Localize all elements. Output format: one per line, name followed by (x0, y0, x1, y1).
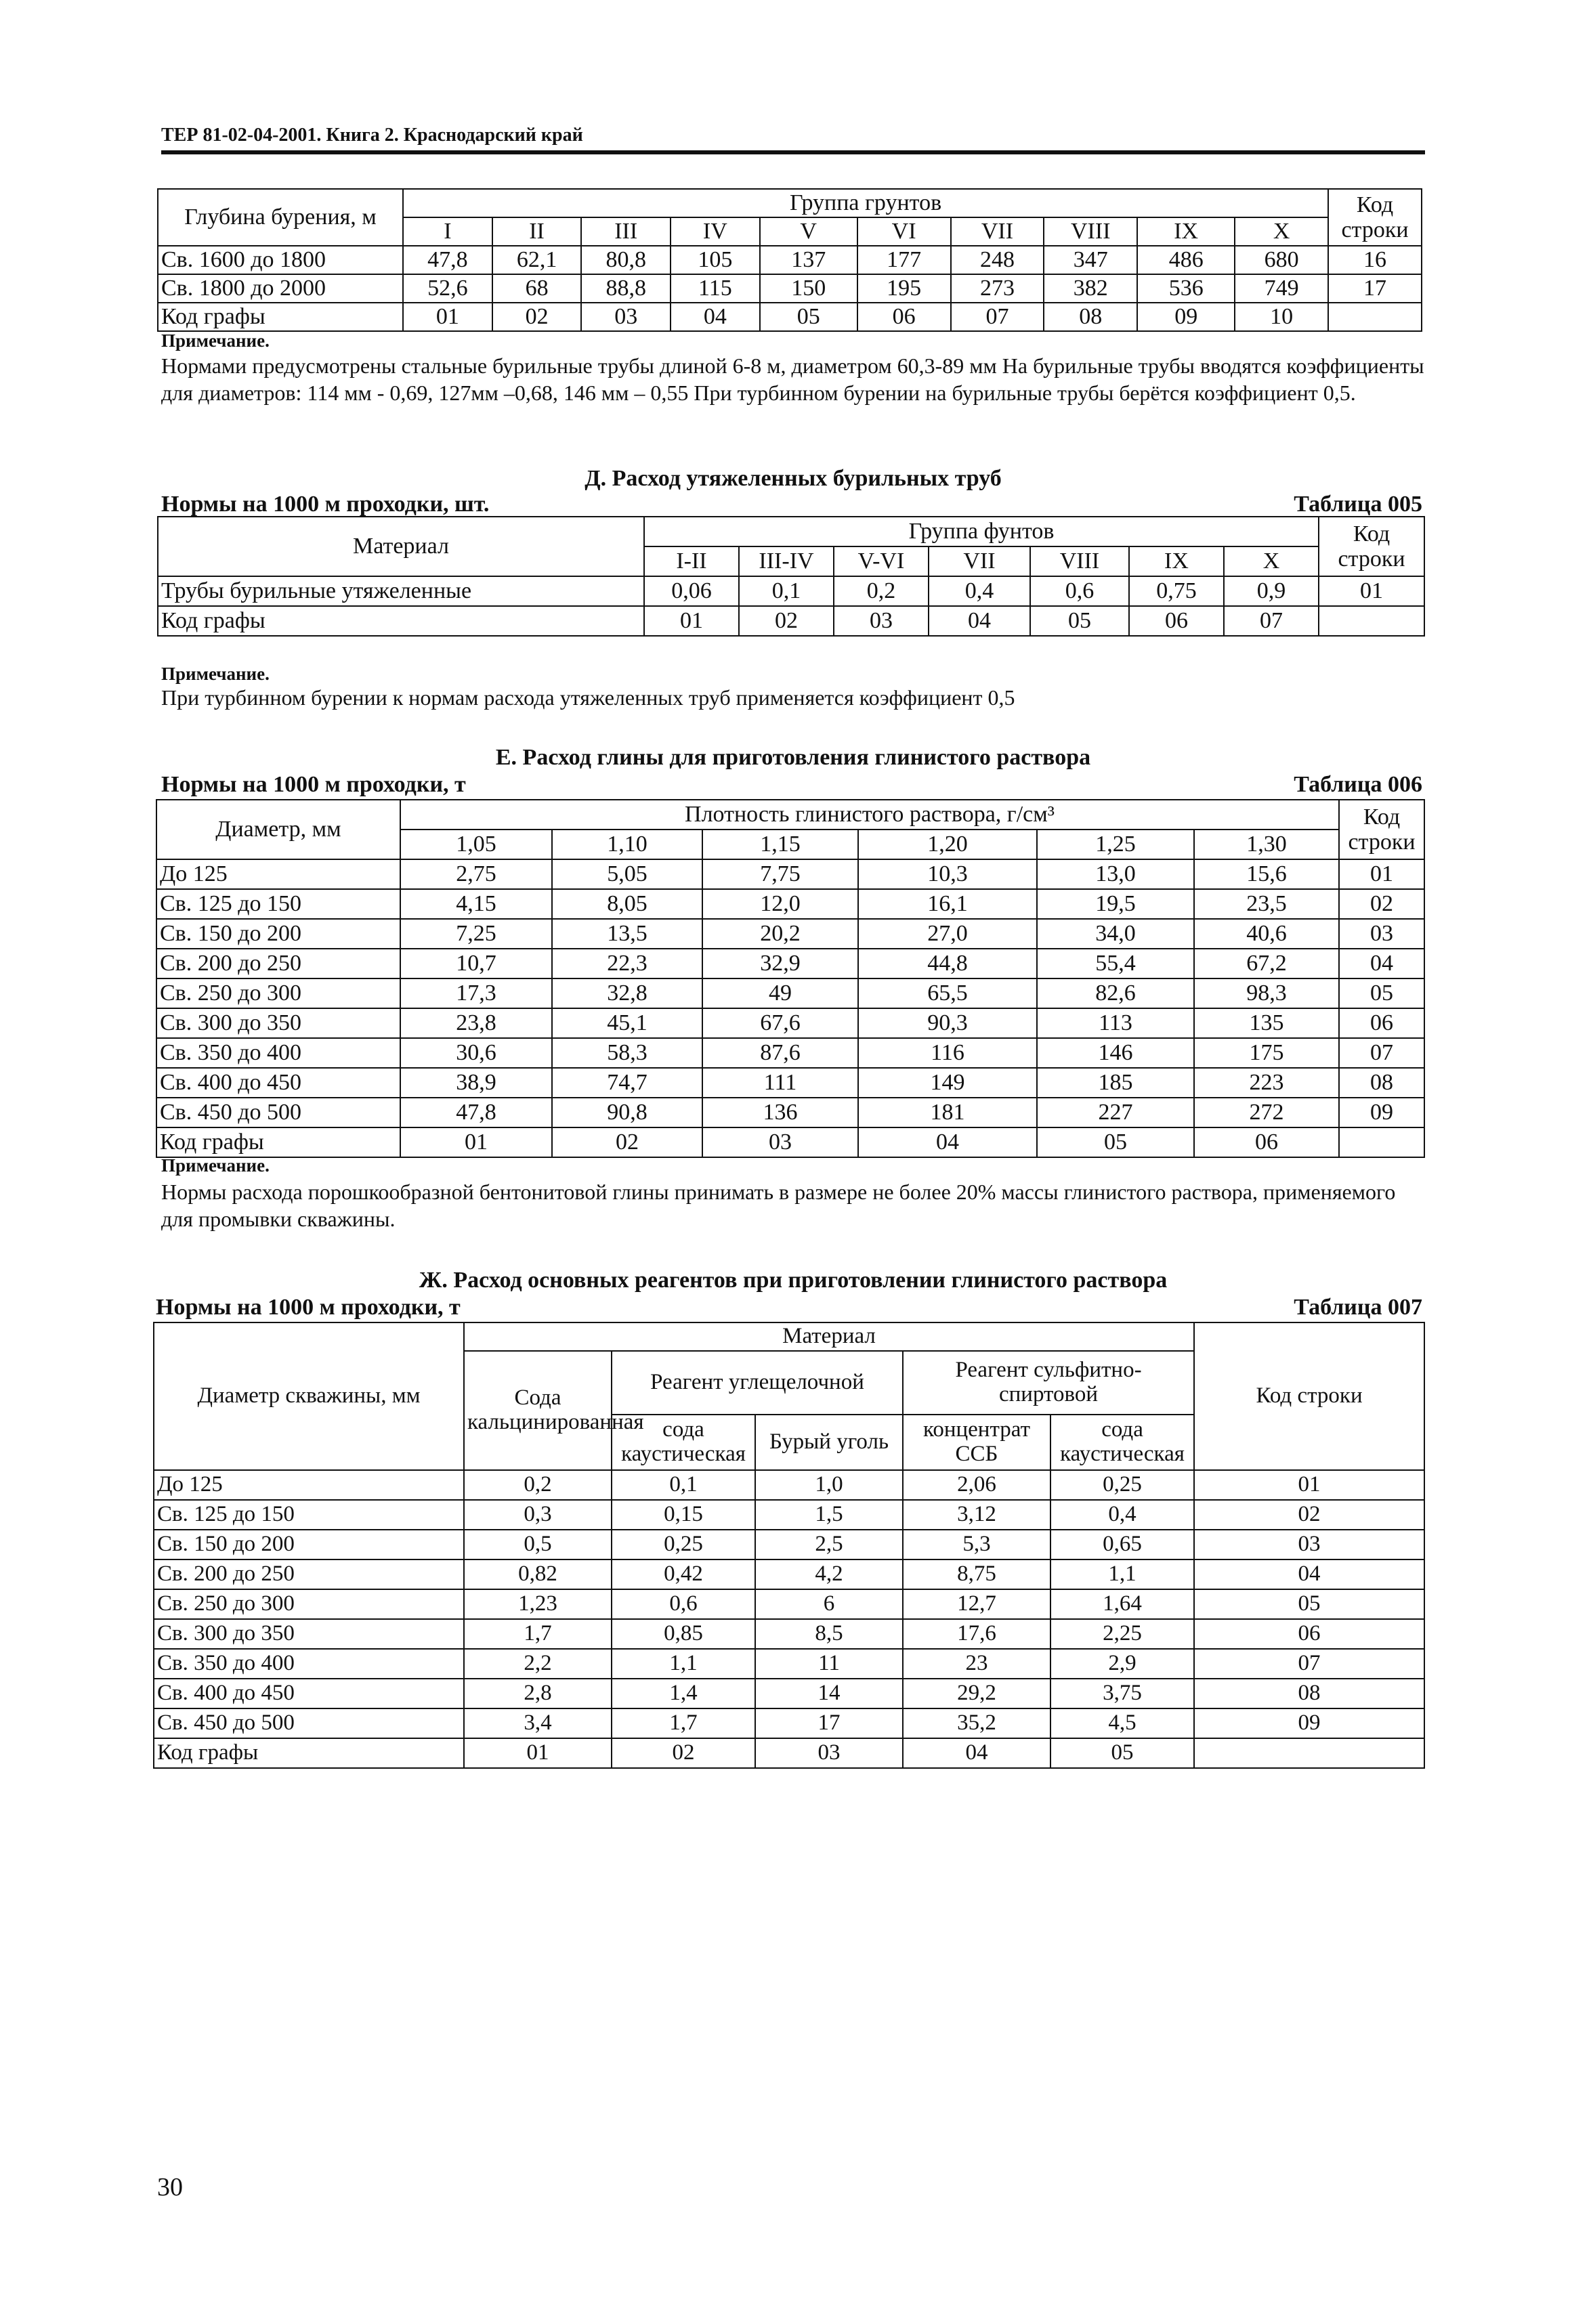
cell: 23,5 (1194, 889, 1339, 919)
cell: 0,1 (739, 576, 834, 606)
cell: 11 (755, 1649, 903, 1679)
column-code: 03 (581, 303, 671, 331)
cell: 27,0 (858, 919, 1037, 949)
column-code-row (158, 606, 1424, 636)
cell: 20,2 (702, 919, 858, 949)
cell: 67,6 (702, 1008, 858, 1038)
cell: 8,75 (903, 1559, 1050, 1589)
group-header: III (581, 217, 671, 246)
column-code: 08 (1044, 303, 1137, 331)
header-caustic-soda-2: сода каустическая (1050, 1415, 1194, 1470)
note-label: Примечание. (161, 1155, 270, 1176)
cell: 1,5 (755, 1500, 903, 1530)
cell: 55,4 (1037, 949, 1194, 978)
cell: 149 (858, 1068, 1037, 1098)
cell: 181 (858, 1098, 1037, 1127)
cell: 62,1 (492, 246, 582, 274)
group-header: IX (1129, 546, 1224, 576)
row-code: 02 (1194, 1500, 1424, 1530)
row-code: 05 (1194, 1589, 1424, 1619)
column-code: 09 (1137, 303, 1235, 331)
cell: 34,0 (1037, 919, 1194, 949)
cell: 0,2 (464, 1470, 612, 1500)
density-header: 1,10 (552, 830, 702, 859)
column-code: 06 (1194, 1127, 1339, 1157)
row-code: 07 (1339, 1038, 1424, 1068)
group-header: VII (951, 217, 1044, 246)
note-label: Примечание. (161, 330, 270, 351)
table-row (154, 1649, 1424, 1679)
cell: 74,7 (552, 1068, 702, 1098)
group-header: I-II (644, 546, 739, 576)
header-density: Плотность глинистого раствора, г/см³ (400, 800, 1339, 830)
cell: 248 (951, 246, 1044, 274)
column-code: 06 (1129, 606, 1224, 636)
cell: 0,25 (612, 1530, 755, 1559)
norms-caption: Нормы на 1000 м проходки, т (161, 772, 466, 797)
group-header: VIII (1044, 217, 1137, 246)
cell: 98,3 (1194, 978, 1339, 1008)
column-code: 01 (464, 1738, 612, 1768)
cell: 4,5 (1050, 1708, 1194, 1738)
column-code-label: Код графы (154, 1738, 464, 1768)
cell: 29,2 (903, 1679, 1050, 1708)
group-header: V (760, 217, 857, 246)
cell: 1,7 (464, 1619, 612, 1649)
group-header: X (1224, 546, 1319, 576)
row-code: 03 (1339, 919, 1424, 949)
column-code: 04 (858, 1127, 1037, 1157)
group-header: III-IV (739, 546, 834, 576)
row-label: До 125 (156, 859, 400, 889)
cell: 175 (1194, 1038, 1339, 1068)
table-row (156, 978, 1424, 1008)
cell: 32,8 (552, 978, 702, 1008)
column-code: 05 (760, 303, 857, 331)
cell: 47,8 (403, 246, 492, 274)
cell: 22,3 (552, 949, 702, 978)
cell: 272 (1194, 1098, 1339, 1127)
cell: 1,0 (755, 1470, 903, 1500)
table-row (154, 1500, 1424, 1530)
cell: 4,2 (755, 1559, 903, 1589)
row-label: Св. 1600 до 1800 (158, 246, 403, 274)
column-code-row (156, 1127, 1424, 1157)
row-label: Св. 250 до 300 (156, 978, 400, 1008)
cell: 0,2 (834, 576, 929, 606)
header-soda: Сода кальцинированная (464, 1351, 612, 1470)
cell: 227 (1037, 1098, 1194, 1127)
cell: 44,8 (858, 949, 1037, 978)
cell: 67,2 (1194, 949, 1339, 978)
cell: 0,25 (1050, 1470, 1194, 1500)
density-header: 1,15 (702, 830, 858, 859)
cell: 6 (755, 1589, 903, 1619)
group-header: IX (1137, 217, 1235, 246)
cell: 19,5 (1037, 889, 1194, 919)
table-row (158, 274, 1422, 303)
cell: 10,7 (400, 949, 552, 978)
cell: 749 (1235, 274, 1328, 303)
cell: 15,6 (1194, 859, 1339, 889)
note-text: При турбинном бурении к нормам расхода утяжеленных труб применяется коэффициент 0,5 (161, 685, 1015, 710)
table-number: Таблица 005 (1294, 492, 1422, 517)
row-code: 09 (1339, 1098, 1424, 1127)
cell: 0,82 (464, 1559, 612, 1589)
header-row-code: Код строки (1328, 189, 1422, 246)
row-label: Св. 350 до 400 (156, 1038, 400, 1068)
cell: 5,05 (552, 859, 702, 889)
cell: 13,0 (1037, 859, 1194, 889)
cell: 0,4 (929, 576, 1030, 606)
row-label: Св. 300 до 350 (154, 1619, 464, 1649)
section-title: Е. Расход глины для приготовления глинистого раствора (495, 745, 1091, 770)
empty-cell (1339, 1127, 1424, 1157)
table-row (156, 1098, 1424, 1127)
cell: 0,6 (1030, 576, 1129, 606)
cell: 223 (1194, 1068, 1339, 1098)
row-code: 05 (1339, 978, 1424, 1008)
cell: 0,85 (612, 1619, 755, 1649)
table-body (156, 859, 1424, 1127)
cell: 3,12 (903, 1500, 1050, 1530)
row-code: 04 (1339, 949, 1424, 978)
cell: 136 (702, 1098, 858, 1127)
row-label: Св. 250 до 300 (154, 1589, 464, 1619)
table-row (154, 1589, 1424, 1619)
empty-cell (1328, 303, 1422, 331)
header-soil-group: Группа грунтов (403, 189, 1328, 217)
cell: 17,3 (400, 978, 552, 1008)
column-code: 02 (552, 1127, 702, 1157)
column-code: 01 (403, 303, 492, 331)
cell: 7,25 (400, 919, 552, 949)
cell: 4,15 (400, 889, 552, 919)
group-header: IV (671, 217, 760, 246)
header-caustic-soda: сода каустическая (612, 1415, 755, 1470)
table-row (158, 576, 1424, 606)
cell: 0,1 (612, 1470, 755, 1500)
cell: 12,0 (702, 889, 858, 919)
cell: 0,5 (464, 1530, 612, 1559)
header-material: Материал (464, 1322, 1194, 1351)
cell: 1,7 (612, 1708, 755, 1738)
header-soil-group: Группа фунтов (644, 517, 1319, 546)
column-code: 03 (834, 606, 929, 636)
cell: 3,4 (464, 1708, 612, 1738)
group-header: II (492, 217, 582, 246)
cell: 111 (702, 1068, 858, 1098)
cell: 16,1 (858, 889, 1037, 919)
cell: 0,65 (1050, 1530, 1194, 1559)
header-material: Материал (158, 517, 644, 576)
cell: 35,2 (903, 1708, 1050, 1738)
cell: 486 (1137, 246, 1235, 274)
row-label: Св. 1800 до 2000 (158, 274, 403, 303)
column-code: 05 (1050, 1738, 1194, 1768)
cell: 8,05 (552, 889, 702, 919)
cell: 23 (903, 1649, 1050, 1679)
column-code: 04 (929, 606, 1030, 636)
table-row (156, 949, 1424, 978)
header-row-code: Код строки (1194, 1322, 1424, 1470)
cell: 185 (1037, 1068, 1194, 1098)
cell: 273 (951, 274, 1044, 303)
table-body (154, 1470, 1424, 1738)
table-heavy-drill-pipes (157, 516, 1425, 637)
norms-caption: Нормы на 1000 м проходки, шт. (161, 492, 490, 517)
row-code: 01 (1319, 576, 1424, 606)
column-code-row (154, 1738, 1424, 1768)
table-row (156, 889, 1424, 919)
cell: 0,75 (1129, 576, 1224, 606)
cell: 87,6 (702, 1038, 858, 1068)
cell: 52,6 (403, 274, 492, 303)
column-code: 06 (857, 303, 951, 331)
note-label: Примечание. (161, 664, 270, 684)
group-header: V-VI (834, 546, 929, 576)
cell: 347 (1044, 246, 1137, 274)
cell: 1,64 (1050, 1589, 1194, 1619)
column-code: 02 (739, 606, 834, 636)
cell: 2,8 (464, 1679, 612, 1708)
cell: 135 (1194, 1008, 1339, 1038)
row-label: Трубы бурильные утяжеленные (158, 576, 644, 606)
row-label: Св. 200 до 250 (154, 1559, 464, 1589)
row-label: Св. 400 до 450 (156, 1068, 400, 1098)
table-number: Таблица 007 (1294, 1295, 1422, 1320)
cell: 0,6 (612, 1589, 755, 1619)
cell: 0,4 (1050, 1500, 1194, 1530)
column-code: 02 (612, 1738, 755, 1768)
group-header: VIII (1030, 546, 1129, 576)
table-reagents (153, 1322, 1425, 1769)
cell: 49 (702, 978, 858, 1008)
density-header: 1,05 (400, 830, 552, 859)
cell: 0,3 (464, 1500, 612, 1530)
row-label: Св. 450 до 500 (156, 1098, 400, 1127)
group-header: X (1235, 217, 1328, 246)
row-code: 02 (1339, 889, 1424, 919)
cell: 23,8 (400, 1008, 552, 1038)
column-code-label: Код графы (156, 1127, 400, 1157)
cell: 1,23 (464, 1589, 612, 1619)
row-code: 07 (1194, 1649, 1424, 1679)
column-code: 03 (755, 1738, 903, 1768)
row-code: 08 (1339, 1068, 1424, 1098)
group-header: I (403, 217, 492, 246)
cell: 40,6 (1194, 919, 1339, 949)
cell: 2,25 (1050, 1619, 1194, 1649)
row-label: Св. 300 до 350 (156, 1008, 400, 1038)
norms-caption: Нормы на 1000 м проходки, т (156, 1295, 461, 1320)
column-code-row (158, 303, 1422, 331)
row-code: 08 (1194, 1679, 1424, 1708)
header-rule (161, 150, 1425, 154)
column-code: 05 (1037, 1127, 1194, 1157)
column-code: 03 (702, 1127, 858, 1157)
cell: 65,5 (858, 978, 1037, 1008)
table-row (154, 1619, 1424, 1649)
table-row (154, 1530, 1424, 1559)
header-diameter: Диаметр, мм (156, 800, 400, 859)
group-header: VII (929, 546, 1030, 576)
table-row (156, 1038, 1424, 1068)
row-label: До 125 (154, 1470, 464, 1500)
cell: 382 (1044, 274, 1137, 303)
table-row (154, 1559, 1424, 1589)
cell: 146 (1037, 1038, 1194, 1068)
row-label: Св. 450 до 500 (154, 1708, 464, 1738)
cell: 177 (857, 246, 951, 274)
cell: 1,1 (1050, 1559, 1194, 1589)
column-code: 02 (492, 303, 582, 331)
header-row-code: Код строки (1319, 517, 1424, 576)
table-number: Таблица 006 (1294, 772, 1422, 797)
cell: 10,3 (858, 859, 1037, 889)
cell: 137 (760, 246, 857, 274)
cell: 2,06 (903, 1470, 1050, 1500)
row-code: 16 (1328, 246, 1422, 274)
cell: 2,2 (464, 1649, 612, 1679)
header-brown-coal: Бурый уголь (755, 1415, 903, 1470)
header-diameter: Диаметр скважины, мм (154, 1322, 464, 1470)
row-label: Св. 125 до 150 (156, 889, 400, 919)
cell: 12,7 (903, 1589, 1050, 1619)
cell: 115 (671, 274, 760, 303)
cell: 536 (1137, 274, 1235, 303)
cell: 13,5 (552, 919, 702, 949)
row-code: 01 (1194, 1470, 1424, 1500)
table-row (156, 859, 1424, 889)
empty-cell (1194, 1738, 1424, 1768)
cell: 38,9 (400, 1068, 552, 1098)
row-label: Св. 400 до 450 (154, 1679, 464, 1708)
cell: 47,8 (400, 1098, 552, 1127)
cell: 2,9 (1050, 1649, 1194, 1679)
column-code: 04 (903, 1738, 1050, 1768)
header-row-code: Код строки (1339, 800, 1424, 859)
row-label: Св. 350 до 400 (154, 1649, 464, 1679)
density-header: 1,20 (858, 830, 1037, 859)
column-code: 04 (671, 303, 760, 331)
column-code-label: Код графы (158, 606, 644, 636)
section-title: Ж. Расход основных реагентов при приготовлении глинистого раствора (419, 1268, 1168, 1293)
row-code: 17 (1328, 274, 1422, 303)
header-depth: Глубина бурения, м (158, 189, 403, 246)
row-label: Св. 150 до 200 (154, 1530, 464, 1559)
column-code-label: Код графы (158, 303, 403, 331)
table-row (154, 1470, 1424, 1500)
table-row (156, 919, 1424, 949)
section-title: Д. Расход утяжеленных бурильных труб (585, 466, 1002, 491)
cell: 150 (760, 274, 857, 303)
table-row (154, 1708, 1424, 1738)
row-code: 09 (1194, 1708, 1424, 1738)
row-code: 01 (1339, 859, 1424, 889)
header-sulfite-reagent: Реагент сульфитно-спиртовой (903, 1351, 1194, 1415)
cell: 80,8 (581, 246, 671, 274)
row-code: 04 (1194, 1559, 1424, 1589)
cell: 3,75 (1050, 1679, 1194, 1708)
cell: 105 (671, 246, 760, 274)
column-code: 10 (1235, 303, 1328, 331)
cell: 7,75 (702, 859, 858, 889)
cell: 0,9 (1224, 576, 1319, 606)
cell: 14 (755, 1679, 903, 1708)
row-label: Св. 200 до 250 (156, 949, 400, 978)
cell: 58,3 (552, 1038, 702, 1068)
page-number: 30 (157, 2173, 183, 2201)
cell: 680 (1235, 246, 1328, 274)
note-text: Нормы расхода порошкообразной бентонитовой глины принимать в размере не более 20% массы глинистого раствора, применяемого для промывки скважины. (161, 1180, 1396, 1231)
cell: 1,4 (612, 1679, 755, 1708)
table-drill-pipes-continued (157, 188, 1422, 332)
group-header: VI (857, 217, 951, 246)
row-label: Св. 125 до 150 (154, 1500, 464, 1530)
cell: 0,42 (612, 1559, 755, 1589)
empty-cell (1319, 606, 1424, 636)
row-code: 06 (1194, 1619, 1424, 1649)
cell: 90,3 (858, 1008, 1037, 1038)
cell: 2,75 (400, 859, 552, 889)
table-row (158, 246, 1422, 274)
cell: 88,8 (581, 274, 671, 303)
cell: 5,3 (903, 1530, 1050, 1559)
table-row (156, 1068, 1424, 1098)
cell: 0,15 (612, 1500, 755, 1530)
row-code: 06 (1339, 1008, 1424, 1038)
table-row (156, 1008, 1424, 1038)
row-label: Св. 150 до 200 (156, 919, 400, 949)
cell: 90,8 (552, 1098, 702, 1127)
column-code: 01 (400, 1127, 552, 1157)
table-clay-consumption (156, 799, 1425, 1158)
cell: 2,5 (755, 1530, 903, 1559)
column-code: 07 (951, 303, 1044, 331)
density-header: 1,30 (1194, 830, 1339, 859)
column-code: 01 (644, 606, 739, 636)
running-header: ТЕР 81-02-04-2001. Книга 2. Краснодарский край (161, 125, 583, 146)
cell: 32,9 (702, 949, 858, 978)
cell: 82,6 (1037, 978, 1194, 1008)
cell: 116 (858, 1038, 1037, 1068)
cell: 30,6 (400, 1038, 552, 1068)
row-code: 03 (1194, 1530, 1424, 1559)
header-ssb: концентрат ССБ (903, 1415, 1050, 1470)
cell: 68 (492, 274, 582, 303)
note-text: Нормами предусмотрены стальные бурильные трубы длиной 6-8 м, диаметром 60,3-89 мм На бурильные трубы вводятся коэффициенты для диаметров: 114 мм - 0,69, 127мм –0,68, 146 мм – 0,55 При турбинном бурении на бурильные трубы берётся коэффициент 0,5. (161, 353, 1424, 405)
table-row (154, 1679, 1424, 1708)
column-code: 07 (1224, 606, 1319, 636)
cell: 0,06 (644, 576, 739, 606)
cell: 195 (857, 274, 951, 303)
cell: 45,1 (552, 1008, 702, 1038)
cell: 8,5 (755, 1619, 903, 1649)
column-code: 05 (1030, 606, 1129, 636)
cell: 113 (1037, 1008, 1194, 1038)
density-header: 1,25 (1037, 830, 1194, 859)
cell: 17,6 (903, 1619, 1050, 1649)
header-coal-reagent: Реагент углещелочной (612, 1351, 903, 1415)
cell: 1,1 (612, 1649, 755, 1679)
cell: 17 (755, 1708, 903, 1738)
